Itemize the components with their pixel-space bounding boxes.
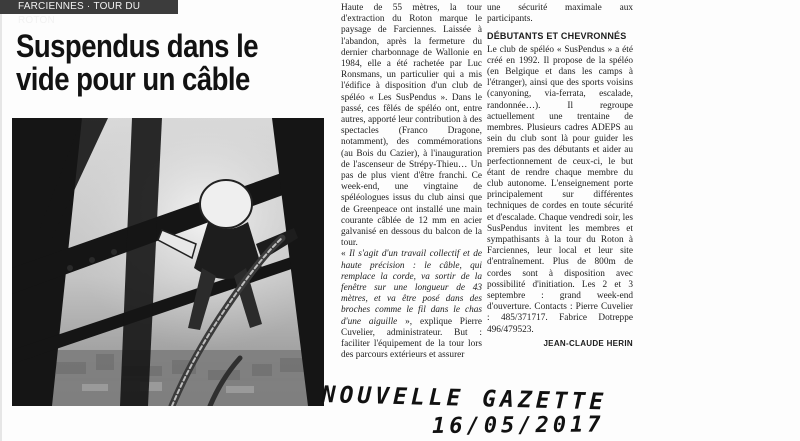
article-photo bbox=[12, 118, 324, 406]
article-byline: JEAN-CLAUDE HERIN bbox=[543, 338, 633, 348]
rubric-locality: FARCIENNES bbox=[18, 1, 84, 12]
scan-edge bbox=[0, 0, 2, 441]
article-paragraph-club: Le club de spéléo « SusPendus » a été créé en 1992. Il propose de la spéléo (en Belgique et dans les camps à l'étranger), ainsi que des sports voisins (canyoning, via-ferrata, escalade, randonnée…). Il regroupe actuellement une trentaine de membres. Plusieurs cadres ADEPS au sein du club sont là pour guider les premiers pas des débutants et aider au perfectionnement de ceux-ci, le but étant de rendre chaque membre du club autonome. L'enseignement porte principalement sur différentes techniques de cordes en toute sécurité et d'escalade. Chaque vendredi soir, les SusPendus invitent les membres et sympathisants à la tour du Roton à Farciennes, leur local et leur site d'entraînement. Plus de 800m de cordes sont à disposition avec possibilité d'initiation. Les 2 et 3 septembre : grand week-end d'ouverture. Contacts : Pierre Cuvelier : 485/371717. Fabrice Dotreppe 496/479523. bbox=[487, 44, 633, 335]
article-paragraph-intro: Haute de 55 mètres, la tour d'extraction du Roton marque le paysage de Farciennes. Laissée à l'abandon, après la fermeture du dernier charbonnage de Wallonie en 1984, elle a été rachetée par Luc Ronsmans, un particulier qui a mis l'édifice à disposition d'un club de spéléo « Les SusPendus ». Dans le passé, ces fêlés de spéléo ont, entre autres, apporté leur contribution à des spectacles (Franco Dragone, notamment), des commémorations (au Bois du Cazier), à l'inauguration de l'ascenseur de Strépy-Thieu… Un pas de plus vient d'être franchi. Ce week-end, une vingtaine de spéléologues issus du club ainsi que de Greenpeace ont installé une main courante câblée de 12 mm en acier galvanisé en dessous du balcon de la tour. bbox=[341, 3, 482, 249]
quote-attribution: », explique Pierre Cuvelier, administrateur. But : faciliter l'équipement de la tour lors des parcours extérieurs et assurer bbox=[341, 316, 483, 361]
quote-open: « bbox=[341, 249, 350, 260]
article-column-1 bbox=[341, 3, 482, 362]
article-column-2 bbox=[487, 3, 633, 349]
headline-line-1: Suspendus dans le bbox=[16, 28, 259, 64]
article-headline bbox=[16, 30, 274, 96]
rubric-topic: TOUR DU ROTON bbox=[18, 1, 141, 26]
rubric-separator: · bbox=[86, 1, 91, 12]
article-paragraph-continued: une sécurité maximale aux participants. bbox=[487, 3, 633, 25]
quote-text: Il s'agit d'un travail collectif et de haute précision : le câble, qui remplace la corde, va sortir de la fenêtre sur une longueur de 43 mètres, et va être posé dans des broches comme le fil dans le chas d'une aiguille bbox=[341, 249, 482, 327]
section-rubric bbox=[0, 0, 178, 26]
photo-climber-on-tower bbox=[12, 118, 324, 406]
article-quote-paragraph bbox=[341, 249, 482, 361]
handwritten-date: 16/05/2017 bbox=[432, 412, 605, 439]
article-subheading: DÉBUTANTS ET CHEVRONNÉS bbox=[487, 31, 627, 42]
handwritten-publication: NOUVELLE GAZETTE bbox=[321, 382, 608, 416]
headline-line-2: vide pour un câble bbox=[16, 61, 250, 97]
